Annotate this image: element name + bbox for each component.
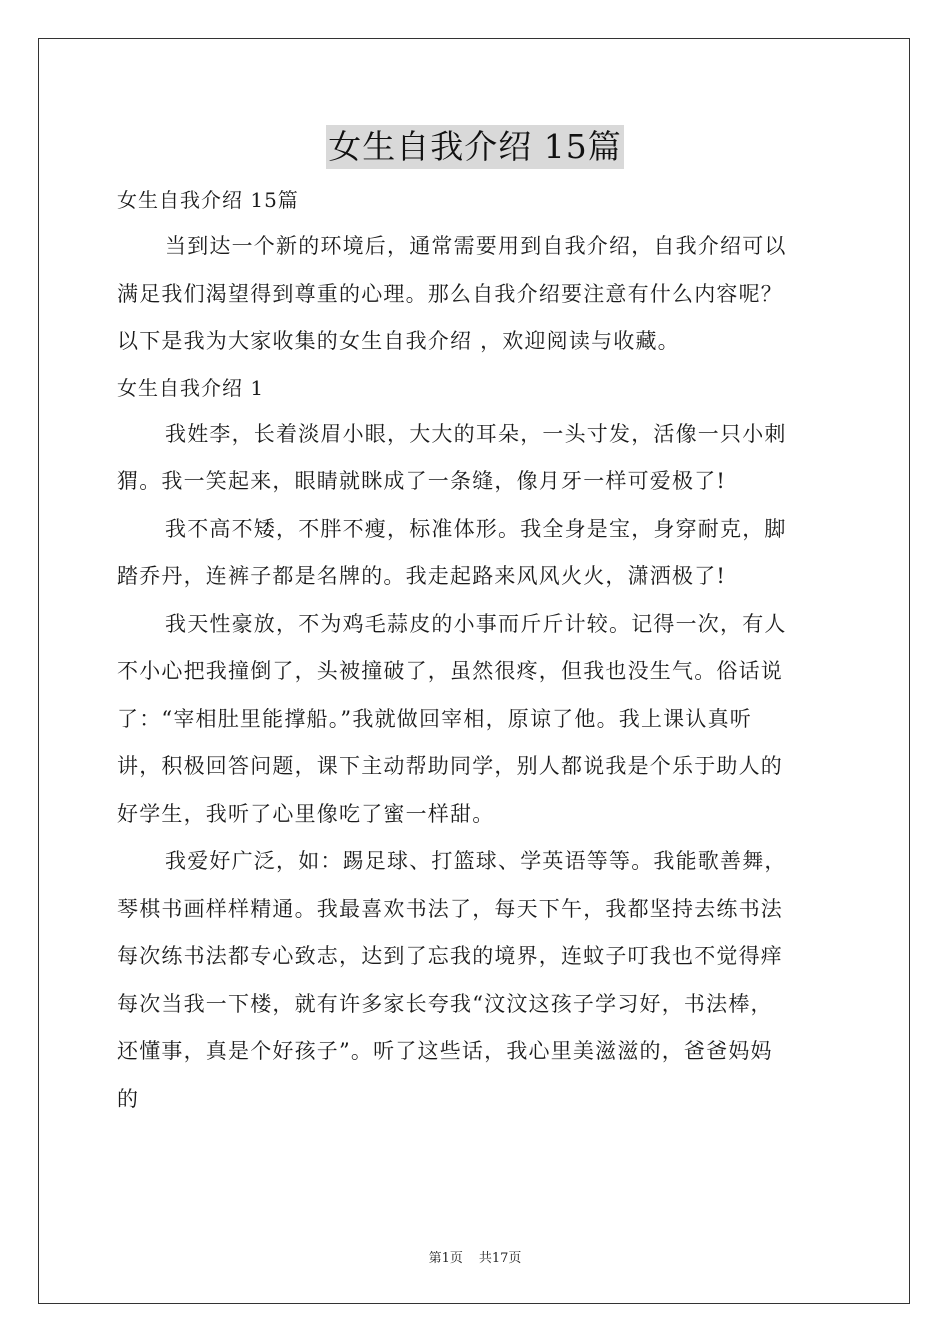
paragraph-4-line: 还懂事，真是个好孩子”。听了这些话，我心里美滋滋的，爸爸妈妈 — [117, 1039, 773, 1063]
page-total: 共17页 — [478, 1251, 522, 1266]
paragraph-3-line: 不小心把我撞倒了，头被撞破了，虽然很疼，但我也没生气。俗话说 — [117, 659, 783, 683]
paragraph-4-line: 每次练书法都专心致志，达到了忘我的境界，连蚊子叮我也不觉得痒 — [117, 944, 783, 968]
title-wrap — [0, 125, 950, 169]
paragraph-2-line: 我不高不矮，不胖不瘦，标准体形。我全身是宝，身穿耐克，脚 — [165, 516, 787, 541]
intro-line: 满足我们渴望得到尊重的心理。那么自我介绍要注意有什么内容呢？ — [117, 281, 783, 306]
paragraph-4-line: 我爱好广泛，如：踢足球、打篮球、学英语等等。我能歌善舞， — [165, 849, 787, 873]
document-body — [117, 178, 833, 1123]
section-heading: 女生自我介绍 1 — [117, 375, 265, 400]
paragraph-1-line: 猬。我一笑起来，眼睛就眯成了一条缝，像月牙一样可爱极了! — [117, 469, 727, 493]
paragraph-3-line: 了：“宰相肚里能撑船。”我就做回宰相，原谅了他。我上课认真听 — [117, 706, 752, 731]
paragraph-4-line: 每次当我一下楼，就有许多家长夸我“汶汶这孩子学习好，书法棒， — [117, 991, 773, 1016]
paragraph-1-line: 我姓李，长着淡眉小眼，大大的耳朵，一头寸发，活像一只小刺 — [165, 421, 787, 446]
intro-line: 当到达一个新的环境后，通常需要用到自我介绍，自我介绍可以 — [165, 234, 787, 258]
page-footer — [0, 1247, 950, 1266]
subtitle: 女生自我介绍 15篇 — [117, 188, 299, 212]
paragraph-4-line: 琴棋书画样样精通。我最喜欢书法了，每天下午，我都坚持去练书法 — [117, 896, 783, 921]
intro-line: 以下是我为大家收集的女生自我介绍 ，欢迎阅读与收藏。 — [117, 329, 680, 353]
paragraph-3-line: 我天性豪放，不为鸡毛蒜皮的小事而斤斤计较。记得一次，有人 — [165, 611, 787, 636]
paragraph-2-line: 踏乔丹，连裤子都是名牌的。我走起路来风风火火，潇洒极了! — [117, 564, 727, 588]
paragraph-4-line: 的 — [117, 1086, 140, 1111]
paragraph-3-line: 好学生，我听了心里像吃了蜜一样甜。 — [117, 801, 495, 826]
document-title: 女生自我介绍 15篇 — [326, 125, 623, 169]
page-number: 第1页 — [428, 1251, 463, 1266]
paragraph-3-line: 讲，积极回答问题，课下主动帮助同学，别人都说我是个乐于助人的 — [117, 754, 783, 778]
